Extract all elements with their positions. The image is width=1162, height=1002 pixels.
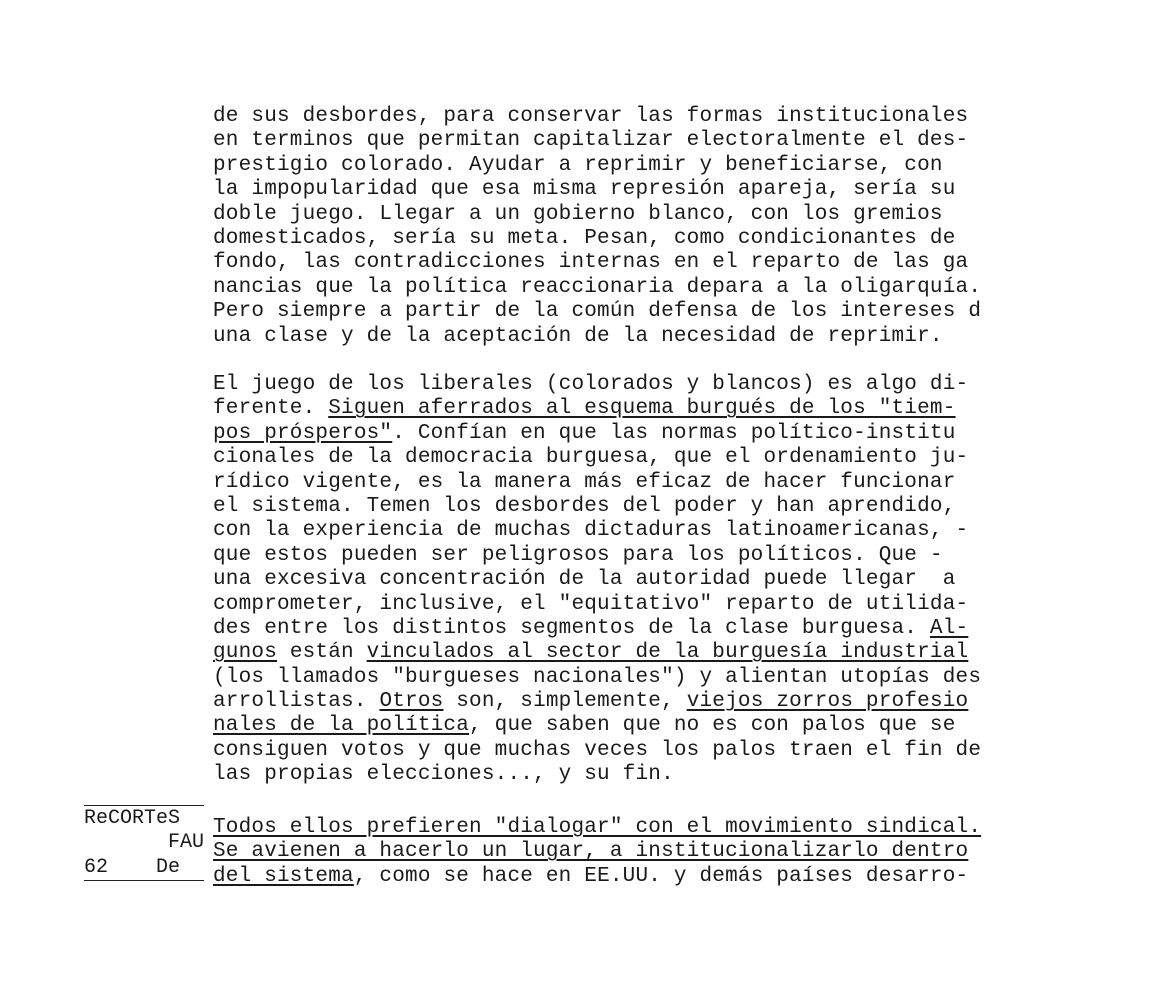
sidebar-title: ReCORTeS bbox=[84, 805, 204, 831]
text-line: Pero siempre a partir de la común defensa de los intereses d bbox=[213, 300, 982, 324]
sidebar-fau: FAU bbox=[167, 831, 204, 855]
paragraph-2 bbox=[213, 373, 981, 788]
text-segment: . Confían en que las normas político-institu bbox=[392, 421, 956, 445]
text-line: domesticados, sería su meta. Pesan, como condicionantes de bbox=[213, 226, 956, 250]
text-segment: están bbox=[277, 641, 367, 665]
text-line: de sus desbordes, para conservar las formas institucionales bbox=[213, 105, 969, 128]
text-line bbox=[213, 593, 981, 617]
text-line: fondo, las contradicciones internas en el reparto de las ga bbox=[213, 251, 969, 275]
underlined-text: Se avienen a hacerlo un lugar, a institucionalizarlo dentro bbox=[213, 840, 969, 864]
text-line bbox=[213, 495, 981, 519]
underlined-text: Todos ellos prefieren "dialogar" con el movimiento sindical. bbox=[213, 816, 982, 839]
text-line bbox=[213, 373, 981, 397]
text-line bbox=[213, 739, 981, 763]
text-segment: des entre los distintos segmentos de la clase burguesa. bbox=[213, 616, 930, 640]
text-line bbox=[213, 617, 981, 641]
text-line bbox=[213, 471, 981, 495]
text-segment: , que saben que no es con palos que se bbox=[469, 714, 956, 738]
text-line bbox=[213, 544, 981, 568]
text-line bbox=[213, 397, 981, 421]
text-line: en terminos que permitan capitalizar electoralmente el des- bbox=[213, 129, 969, 153]
text-segment: ferente. bbox=[213, 397, 329, 421]
text-segment: comprometer, inclusive, el "equitativo" reparto de utilida- bbox=[213, 592, 969, 616]
text-segment: consiguen votos y que muchas veces los palos traen el fin de bbox=[213, 738, 982, 762]
text-line bbox=[213, 714, 981, 738]
paragraph-3 bbox=[213, 816, 981, 889]
text-line: nancias que la política reaccionaria depara a la oligarquía. bbox=[213, 275, 982, 299]
text-line bbox=[213, 641, 981, 665]
text-segment: las propias elecciones..., y su fin. bbox=[213, 763, 674, 787]
text-line bbox=[213, 865, 981, 889]
text-segment: , como se hace en EE.UU. y demás países desarro- bbox=[353, 864, 969, 888]
text-line bbox=[213, 568, 981, 592]
text-line bbox=[213, 446, 981, 470]
underlined-text: Otros bbox=[379, 690, 444, 714]
text-line bbox=[213, 690, 981, 714]
text-line bbox=[213, 840, 981, 864]
text-line bbox=[213, 816, 981, 840]
text-line: la impopularidad que esa misma represión apareja, sería su bbox=[213, 178, 956, 202]
text-segment: cionales de la democracia burguesa, que el ordenamiento ju- bbox=[213, 446, 969, 470]
underlined-text: viejos zorros profesio bbox=[686, 690, 969, 714]
text-segment: (los llamados "burgueses nacionales") y alientan utopías des bbox=[213, 665, 982, 689]
text-line: una clase y de la aceptación de la necesidad de reprimir. bbox=[213, 324, 943, 348]
underlined-text: nales de la política bbox=[213, 714, 470, 738]
sidebar-stamp bbox=[84, 805, 204, 881]
sidebar-de: De bbox=[156, 855, 181, 879]
text-segment: arrollistas. bbox=[213, 690, 380, 714]
text-segment: una excesiva concentración de la autoridad puede llegar a bbox=[213, 568, 956, 592]
underlined-text: vinculados al sector de la burguesía industrial bbox=[366, 641, 969, 665]
underlined-text: Al- bbox=[929, 616, 969, 640]
text-line bbox=[213, 422, 981, 446]
underlined-text: Siguen aferrados al esquema burgués de los "tiem- bbox=[328, 397, 956, 421]
text-line bbox=[213, 666, 981, 690]
sidebar-page-number: 62 bbox=[84, 856, 204, 881]
text-line bbox=[213, 519, 981, 543]
text-line bbox=[213, 763, 981, 787]
underlined-text: del sistema bbox=[213, 864, 354, 888]
text-segment: El juego de los liberales (colorados y blancos) es algo di- bbox=[213, 373, 969, 396]
underlined-text: gunos bbox=[213, 641, 278, 665]
text-segment: con la experiencia de muchas dictaduras latinoamericanas, - bbox=[213, 519, 969, 543]
underlined-text: pos prósperos" bbox=[213, 421, 393, 445]
text-segment: son, simplemente, bbox=[443, 690, 687, 714]
text-segment: rídico vigente, es la manera más eficaz de hacer funcionar bbox=[213, 470, 956, 494]
text-segment: el sistema. Temen los desbordes del poder y han aprendido, bbox=[213, 494, 956, 518]
text-line: doble juego. Llegar a un gobierno blanco, con los gremios bbox=[213, 202, 943, 226]
text-line: prestigio colorado. Ayudar a reprimir y beneficiarse, con bbox=[213, 153, 943, 177]
paragraph-1 bbox=[213, 105, 981, 349]
text-segment: que estos pueden ser peligrosos para los políticos. Que - bbox=[213, 543, 943, 567]
